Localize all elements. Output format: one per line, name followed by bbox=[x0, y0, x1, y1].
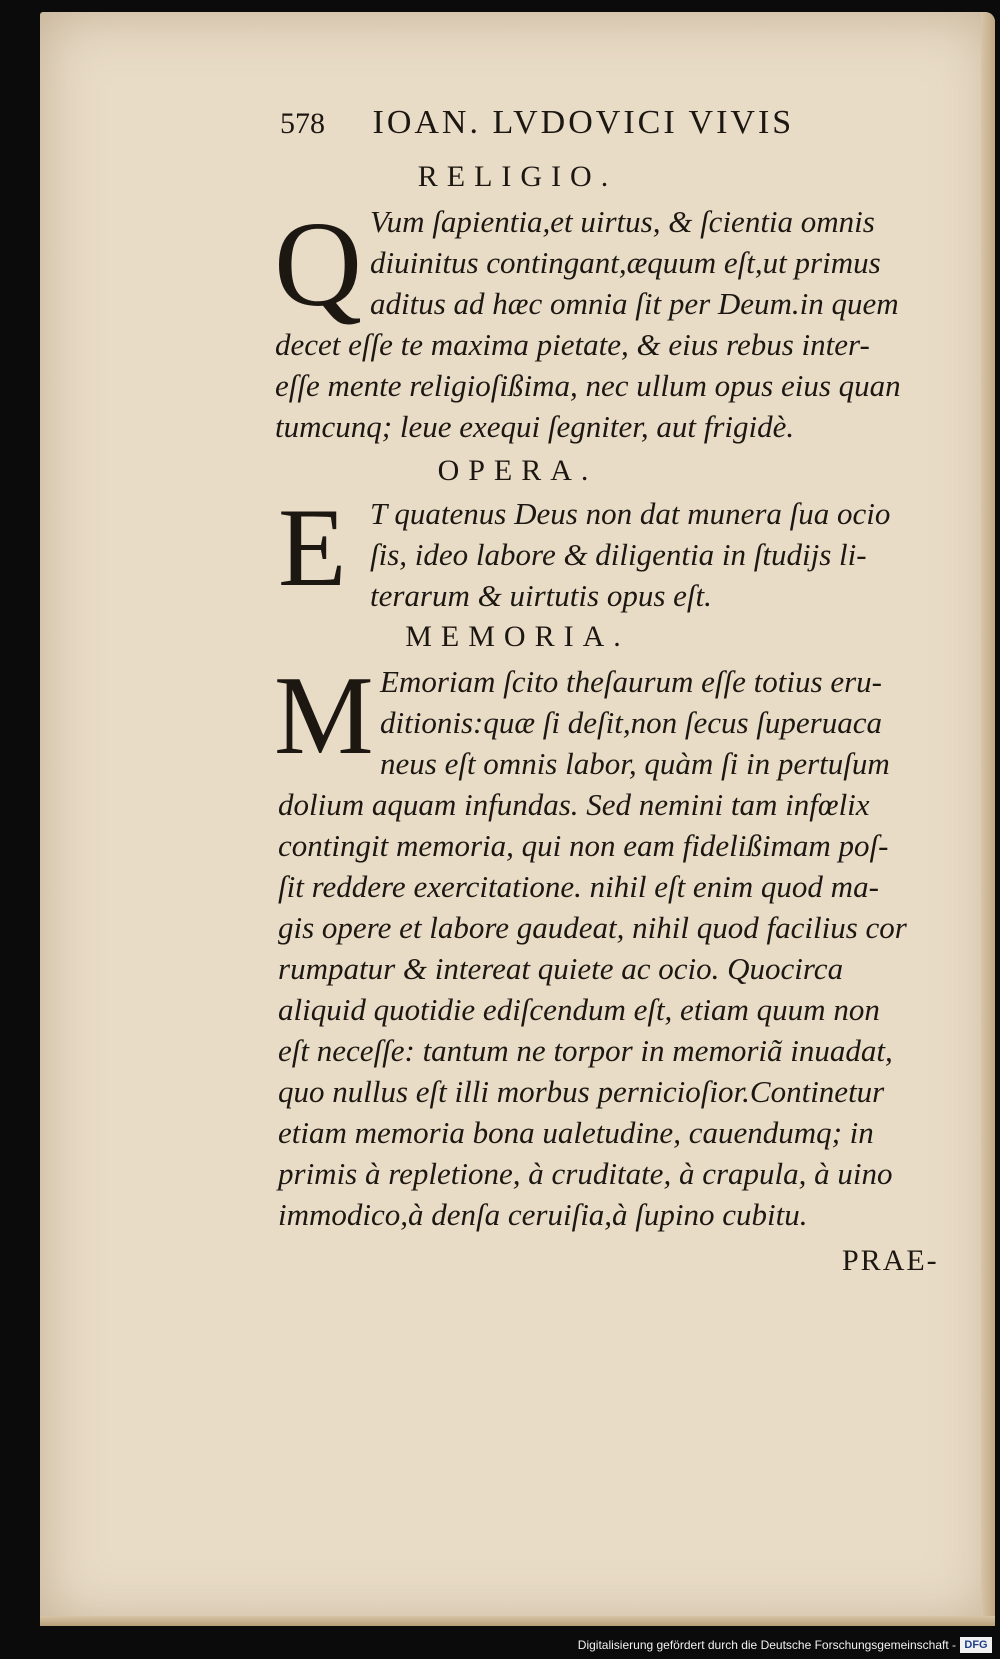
page-text bbox=[40, 12, 995, 1626]
text-line: decet eſſe te maxima pietate, & eius rebus inter- bbox=[275, 327, 870, 362]
digitization-credit: Digitalisierung gefördert durch die Deutsche Forschungsgemeinschaft - bbox=[577, 1638, 956, 1652]
text-line: ſis, ideo labore & diligentia in ſtudijs li- bbox=[370, 537, 867, 572]
text-line: ſit reddere exercitatione. nihil eſt enim quod ma- bbox=[278, 869, 879, 904]
text-line: tumcunq; leue exequi ſegniter, aut frigidè. bbox=[275, 409, 795, 444]
text-line: quo nullus eſt illi morbus pernicioſior.Continetur bbox=[278, 1074, 885, 1109]
text-line: neus eſt omnis labor, quàm ſi in pertuſum bbox=[380, 746, 890, 781]
section-heading-memoria: MEMORIA. bbox=[405, 620, 630, 653]
catchword: PRAE- bbox=[842, 1244, 939, 1277]
text-line: rumpatur & intereat quiete ac ocio. Quocirca bbox=[278, 951, 844, 986]
text-line: aliquid quotidie ediſcendum eſt, etiam quum non bbox=[278, 992, 880, 1027]
running-title: IOAN. LVDOVICI VIVIS bbox=[372, 104, 795, 141]
section-heading-opera: OPERA. bbox=[437, 454, 598, 487]
text-line: contingit memoria, qui non eam fidelißimam poſ- bbox=[278, 828, 889, 863]
drop-cap-m: M bbox=[274, 654, 374, 778]
book-page bbox=[40, 12, 995, 1626]
text-line: primis à repletione, à cruditate, à crapula, à uino bbox=[278, 1156, 893, 1191]
text-line: eſſe mente religioſißima, nec ullum opus eius quan bbox=[275, 368, 901, 403]
section-heading-religio: RELIGIO. bbox=[417, 160, 618, 193]
text-line: Emoriam ſcito theſaurum eſſe totius eru- bbox=[380, 664, 882, 699]
text-line: immodico,à denſa ceruiſia,à ſupino cubitu. bbox=[278, 1197, 808, 1232]
text-line: Vum ſapientia,et uirtus, & ſcientia omnis bbox=[370, 204, 875, 239]
page-number: 578 bbox=[280, 107, 325, 140]
text-line: eſt neceſſe: tantum ne torpor in memoriã inuadat, bbox=[278, 1033, 893, 1068]
text-line: terarum & uirtutis opus eſt. bbox=[370, 578, 712, 613]
text-line: aditus ad hæc omnia ſit per Deum.in quem bbox=[370, 286, 899, 321]
text-line: T quatenus Deus non dat munera ſua ocio bbox=[370, 496, 891, 531]
text-line: gis opere et labore gaudeat, nihil quod facilius cor bbox=[278, 910, 907, 945]
text-line: ditionis:quæ ſi deſit,non ſecus ſuperuaca bbox=[380, 705, 882, 740]
text-line: dolium aquam infundas. Sed nemini tam infœlix bbox=[278, 787, 870, 822]
running-head bbox=[280, 104, 794, 142]
dfg-logo-icon: DFG bbox=[960, 1637, 992, 1653]
text-line: etiam memoria bona ualetudine, cauendumq; in bbox=[278, 1115, 874, 1150]
footer-bar bbox=[0, 1629, 1000, 1659]
drop-cap-q: Q bbox=[274, 197, 363, 332]
drop-cap-e: E bbox=[278, 486, 347, 610]
text-line: diuinitus contingant,æquum eſt,ut primus bbox=[370, 245, 881, 280]
